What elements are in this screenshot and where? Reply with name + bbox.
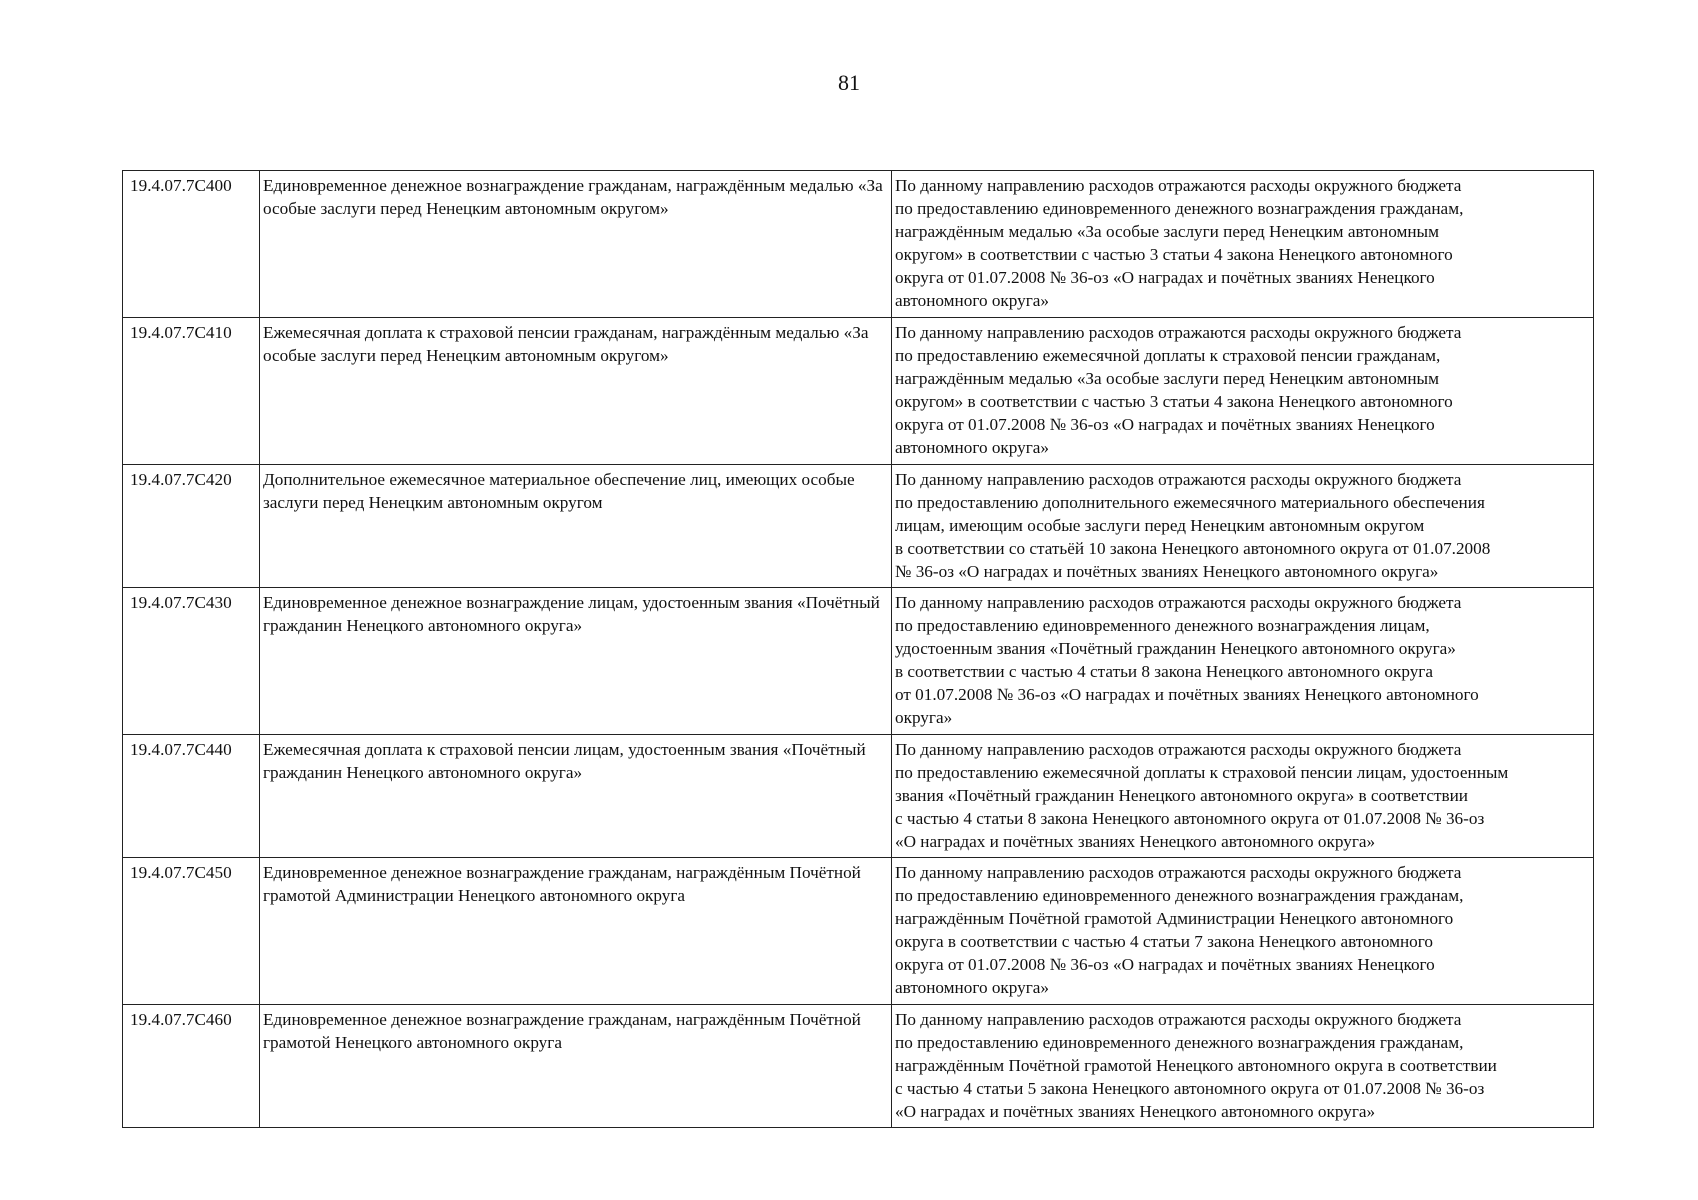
row-description: По данному направлению расходов отражаются расходы окружного бюджета по предоставлению ежемесячной доплаты к страховой пенсии лицам, удостоенным звания «Почётный гражданин Ненецкого автономного округа» в соответствии с частью 4 статьи 8 закона Ненецкого автономного округа от 01.07.2008 № 36-оз «О наградах и почётных званиях Ненецкого автономного округа» (892, 735, 1594, 858)
row-name: Единовременное денежное вознаграждение гражданам, награждённым Почётной грамотой Ненецкого автономного округа (260, 1005, 892, 1128)
row-description: По данному направлению расходов отражаются расходы окружного бюджета по предоставлению дополнительного ежемесячного материального обеспечения лицам, имеющим особые заслуги перед Ненецким автономным округом в соответствии со статьёй 10 закона Ненецкого автономного округа от 01.07.2008 № 36-оз «О наградах и почётных званиях Ненецкого автономного округа» (892, 465, 1594, 588)
row-name: Единовременное денежное вознаграждение гражданам, награждённым медалью «За особые заслуги перед Ненецким автономным округом» (260, 171, 892, 318)
table-row (123, 171, 1594, 318)
row-description: По данному направлению расходов отражаются расходы окружного бюджета по предоставлению единовременного денежного вознаграждения гражданам, награждённым Почётной грамотой Ненецкого автономного округа в соответствии с частью 4 статьи 5 закона Ненецкого автономного округа от 01.07.2008 № 36-оз «О наградах и почётных званиях Ненецкого автономного округа» (892, 1005, 1594, 1128)
table-row (123, 588, 1594, 735)
table-row (123, 1005, 1594, 1128)
row-code: 19.4.07.7С410 (123, 318, 260, 465)
table-row (123, 318, 1594, 465)
row-description: По данному направлению расходов отражаются расходы окружного бюджета по предоставлению единовременного денежного вознаграждения гражданам, награждённым медалью «За особые заслуги перед Ненецким автономным округом» в соответствии с частью 3 статьи 4 закона Ненецкого автономного округа от 01.07.2008 № 36-оз «О наградах и почётных званиях Ненецкого автономного округа» (892, 171, 1594, 318)
row-code: 19.4.07.7С440 (123, 735, 260, 858)
table-row (123, 735, 1594, 858)
row-code: 19.4.07.7С460 (123, 1005, 260, 1128)
row-name: Единовременное денежное вознаграждение гражданам, награждённым Почётной грамотой Администрации Ненецкого автономного округа (260, 858, 892, 1005)
row-description: По данному направлению расходов отражаются расходы окружного бюджета по предоставлению единовременного денежного вознаграждения лицам, удостоенным звания «Почётный гражданин Ненецкого автономного округа» в соответствии с частью 4 статьи 8 закона Ненецкого автономного округа от 01.07.2008 № 36-оз «О наградах и почётных званиях Ненецкого автономного округа» (892, 588, 1594, 735)
row-name: Ежемесячная доплата к страховой пенсии гражданам, награждённым медалью «За особые заслуги перед Ненецким автономным округом» (260, 318, 892, 465)
row-name: Ежемесячная доплата к страховой пенсии лицам, удостоенным звания «Почётный гражданин Ненецкого автономного округа» (260, 735, 892, 858)
row-name: Дополнительное ежемесячное материальное обеспечение лиц, имеющих особые заслуги перед Ненецким автономным округом (260, 465, 892, 588)
row-description: По данному направлению расходов отражаются расходы окружного бюджета по предоставлению единовременного денежного вознаграждения гражданам, награждённым Почётной грамотой Администрации Ненецкого автономного округа в соответствии с частью 4 статьи 7 закона Ненецкого автономного округа от 01.07.2008 № 36-оз «О наградах и почётных званиях Ненецкого автономного округа» (892, 858, 1594, 1005)
row-code: 19.4.07.7С430 (123, 588, 260, 735)
table-row (123, 465, 1594, 588)
row-name: Единовременное денежное вознаграждение лицам, удостоенным звания «Почётный гражданин Ненецкого автономного округа» (260, 588, 892, 735)
expense-codes-table (122, 170, 1594, 1128)
row-code: 19.4.07.7С420 (123, 465, 260, 588)
table-row (123, 858, 1594, 1005)
row-code: 19.4.07.7С400 (123, 171, 260, 318)
row-code: 19.4.07.7С450 (123, 858, 260, 1005)
row-description: По данному направлению расходов отражаются расходы окружного бюджета по предоставлению ежемесячной доплаты к страховой пенсии гражданам, награждённым медалью «За особые заслуги перед Ненецким автономным округом» в соответствии с частью 3 статьи 4 закона Ненецкого автономного округа от 01.07.2008 № 36-оз «О наградах и почётных званиях Ненецкого автономного округа» (892, 318, 1594, 465)
page-number: 81 (838, 70, 860, 95)
